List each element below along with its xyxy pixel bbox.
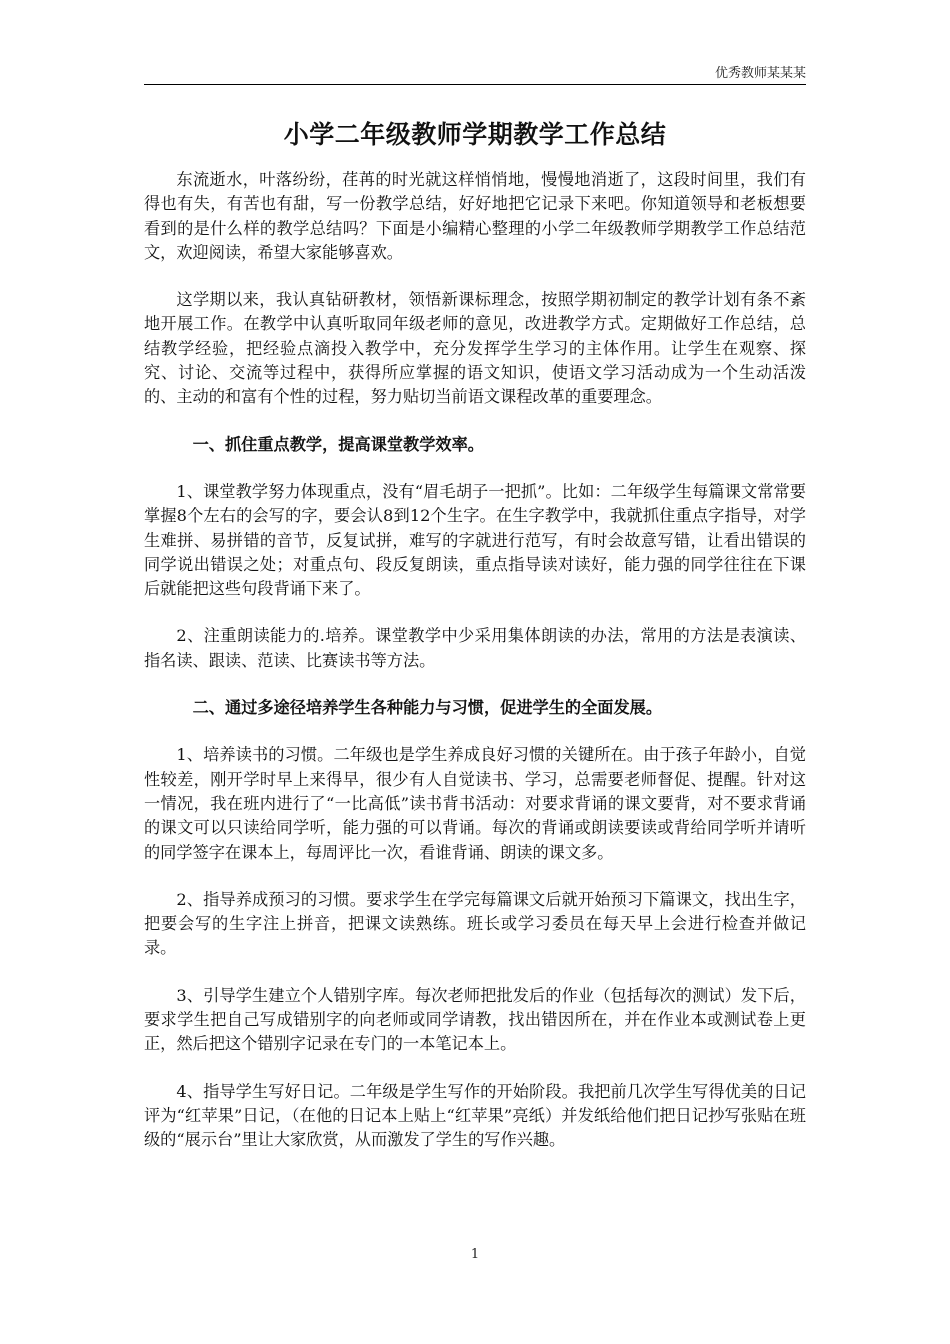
- section-1-item-1: 1、课堂教学努力体现重点，没有“眉毛胡子一把抓”。比如：二年级学生每篇课文常常要掌握8个左右的会写的字，要会认8到12个生字。在生字教学中，我就抓住重点字指导，对学生难拼、易拼错的音节，反复试拼，难写的字就进行范写，有时会故意写错，让看出错误的同学说出错误之处；对重点句、段反复朗读，重点指导读对读好，能力强的同学往往在下课后就能把这些句段背诵下来了。: [144, 481, 806, 599]
- document-title: 小学二年级教师学期教学工作总结: [283, 120, 667, 149]
- overview-paragraph: 这学期以来，我认真钻研教材，领悟新课标理念，按照学期初制定的教学计划有条不紊地开展工作。在教学中认真听取同年级老师的意见，改进教学方式。定期做好工作总结，总结教学经验，把经验点滴投入教学中，充分发挥学生学习的主体作用。让学生在观察、探究、讨论、交流等过程中，获得所应掌握的语文知识，使语文学习活动成为一个生动活泼的、主动的和富有个性的过程，努力贴切当前语文课程改革的重要理念。: [144, 290, 806, 407]
- page-header: 优秀教师某某某: [714, 66, 806, 81]
- section-2-item-2: 2、指导养成预习的习惯。要求学生在学完每篇课文后就开始预习下篇课文，找出生字，把要会写的生字注上拼音，把课文读熟练。班长或学习委员在每天早上会进行检查并做记录。: [144, 889, 806, 958]
- section-2-item-4: 4、指导学生写好日记。二年级是学生写作的开始阶段。我把前几次学生写得优美的日记评为“红苹果”日记，（在他的日记本上贴上“红苹果”亮纸）并发纸给他们把日记抄写张贴在班级的“展示台”里让大家欣赏，从而激发了学生的写作兴趣。: [144, 1081, 806, 1150]
- section-heading-2: 二、通过多途径培养学生各种能力与习惯，促进学生的全面发展。: [192, 698, 663, 718]
- section-heading-1: 一、抓住重点教学，提高课堂教学效率。: [192, 434, 484, 454]
- section-2-item-3: 3、引导学生建立个人错别字库。每次老师把批发后的作业（包括每次的测试）发下后，要求学生把自己写成错别字的向老师或同学请教，找出错因所在，并在作业本或测试卷上更正，然后把这个错别字记录在专门的一本笔记本上。: [144, 985, 806, 1054]
- document-body: [144, 168, 806, 1176]
- intro-paragraph: 东流逝水，叶落纷纷，荏苒的时光就这样悄悄地，慢慢地消逝了，这段时间里，我们有得也有失，有苦也有甜，写一份教学总结，好好地把它记录下来吧。你知道领导和老板想要看到的是什么样的教学总结吗？下面是小编精心整理的小学二年级教师学期教学工作总结范文，欢迎阅读，希望大家能够喜欢。: [144, 170, 806, 262]
- page-number: 1: [470, 1247, 480, 1262]
- section-2-item-1: 1、培养读书的习惯。二年级也是学生养成良好习惯的关键所在。由于孩子年龄小，自觉性较差，刚开学时早上来得早，很少有人自觉读书、学习，总需要老师督促、提醒。针对这一情况，我在班内进行了“一比高低”读书背书活动：对要求背诵的课文要背，对不要求背诵的课文可以只读给同学听，能力强的可以背诵。每次的背诵或朗读要读或背给同学听并请听的同学签字在课本上，每周评比一次，看谁背诵、朗读的课文多。: [144, 745, 806, 862]
- header-rule: [144, 84, 806, 85]
- section-1-item-2: 2、注重朗读能力的.培养。课堂教学中少采用集体朗读的办法，常用的方法是表演读、指名读、跟读、范读、比赛读书等方法。: [144, 626, 806, 670]
